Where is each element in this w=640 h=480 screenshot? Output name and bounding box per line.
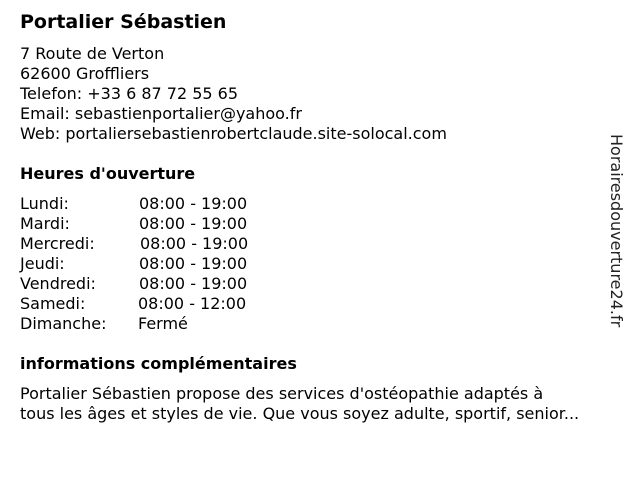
info-heading: informations complémentaires bbox=[20, 354, 297, 373]
hours-day: Dimanche: bbox=[20, 314, 107, 333]
address-street: 7 Route de Verton bbox=[20, 44, 165, 63]
business-name: Portalier Sébastien bbox=[20, 11, 227, 33]
site-watermark: Horairesdouverture24.fr bbox=[607, 134, 626, 328]
hours-time: Fermé bbox=[138, 314, 188, 333]
hours-day: Vendredi: bbox=[20, 274, 96, 293]
phone-line: Telefon: +33 6 87 72 55 65 bbox=[20, 84, 239, 103]
hours-time: 08:00 - 19:00 bbox=[139, 214, 248, 233]
description-line-2: tous les âges et styles de vie. Que vous soyez adulte, sportif, senior... bbox=[20, 404, 580, 423]
hours-time: 08:00 - 12:00 bbox=[138, 294, 247, 313]
hours-time: 08:00 - 19:00 bbox=[139, 274, 248, 293]
hours-time: 08:00 - 19:00 bbox=[139, 254, 248, 273]
address-city: 62600 Groffliers bbox=[20, 64, 150, 83]
hours-time: 08:00 - 19:00 bbox=[139, 194, 248, 213]
hours-day: Mercredi: bbox=[20, 234, 95, 253]
hours-day: Jeudi: bbox=[20, 254, 65, 273]
email-line: Email: sebastienportalier@yahoo.fr bbox=[20, 104, 302, 123]
web-line: Web: portaliersebastienrobertclaude.site-solocal.com bbox=[20, 124, 447, 143]
description-line-1: Portalier Sébastien propose des services d'ostéopathie adaptés à bbox=[20, 384, 544, 403]
hours-day: Samedi: bbox=[20, 294, 86, 313]
hours-time: 08:00 - 19:00 bbox=[140, 234, 249, 253]
description bbox=[20, 384, 630, 424]
hours-day: Mardi: bbox=[20, 214, 70, 233]
hours-heading: Heures d'ouverture bbox=[20, 164, 196, 183]
hours-day: Lundi: bbox=[20, 194, 69, 213]
contact-block bbox=[20, 44, 447, 144]
